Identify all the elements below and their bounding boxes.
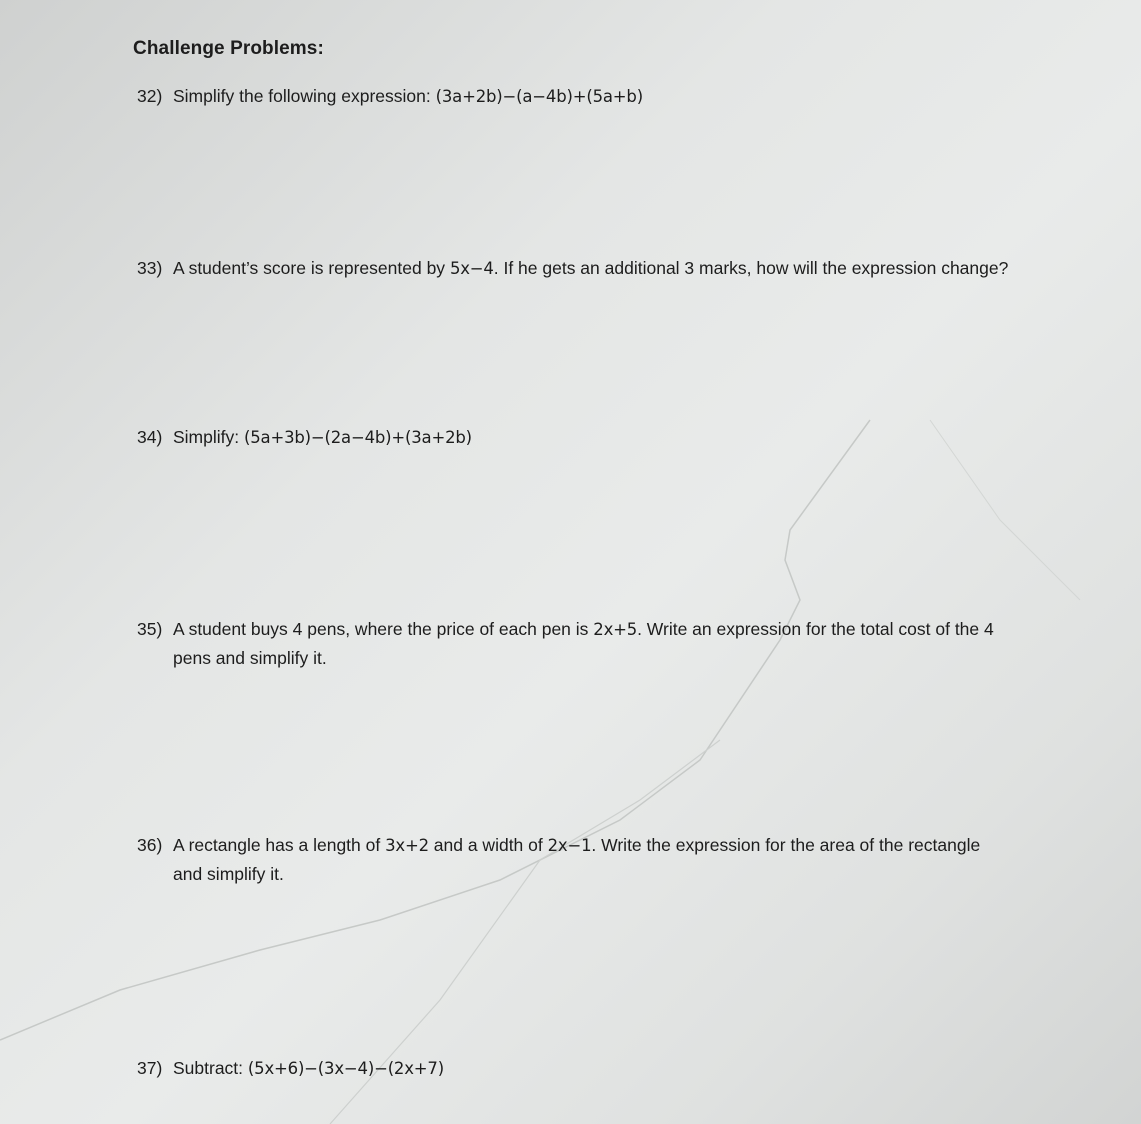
problem-text: Simplify the following expression: xyxy=(173,86,431,106)
problem-32 xyxy=(137,82,643,111)
problem-text: A student buys 4 pens, where the price of each pen is xyxy=(173,619,589,639)
problem-35 xyxy=(137,615,994,673)
problem-number: 36) xyxy=(137,835,163,855)
section-heading: Challenge Problems: xyxy=(133,38,324,59)
math-expression: 2x+5 xyxy=(593,620,638,639)
problem-text: Subtract: xyxy=(173,1058,244,1078)
problem-text-end: . Write the expression for the area of the rectangle xyxy=(591,835,981,855)
problem-text-middle: and a width of xyxy=(433,835,543,855)
math-expression: (3a+2b)−(a−4b)+(5a+b) xyxy=(435,87,643,106)
problem-number: 34) xyxy=(137,427,163,447)
problem-number: 37) xyxy=(137,1058,163,1078)
problem-36 xyxy=(137,831,980,889)
problem-number: 35) xyxy=(137,619,163,639)
problem-number: 33) xyxy=(137,258,163,278)
problem-text-end: . If he gets an additional 3 marks, how will the expression change? xyxy=(493,258,1009,278)
problem-34 xyxy=(137,423,472,452)
problem-text-end: . Write an expression for the total cost of the 4 xyxy=(637,619,994,639)
problem-text-continuation: and simplify it. xyxy=(173,864,284,884)
math-expression-width: 2x−1 xyxy=(547,836,592,855)
math-expression: 5x−4 xyxy=(449,259,494,278)
problem-text: A student’s score is represented by xyxy=(173,258,446,278)
problem-number: 32) xyxy=(137,86,163,106)
math-expression-length: 3x+2 xyxy=(385,836,429,855)
problem-text-continuation: pens and simplify it. xyxy=(173,648,327,668)
problem-text: Simplify: xyxy=(173,427,240,447)
problem-text: A rectangle has a length of xyxy=(173,835,381,855)
math-expression: (5x+6)−(3x−4)−(2x+7) xyxy=(247,1059,444,1078)
problem-37 xyxy=(137,1054,444,1083)
problem-33 xyxy=(137,254,1008,283)
math-expression: (5a+3b)−(2a−4b)+(3a+2b) xyxy=(244,428,472,447)
